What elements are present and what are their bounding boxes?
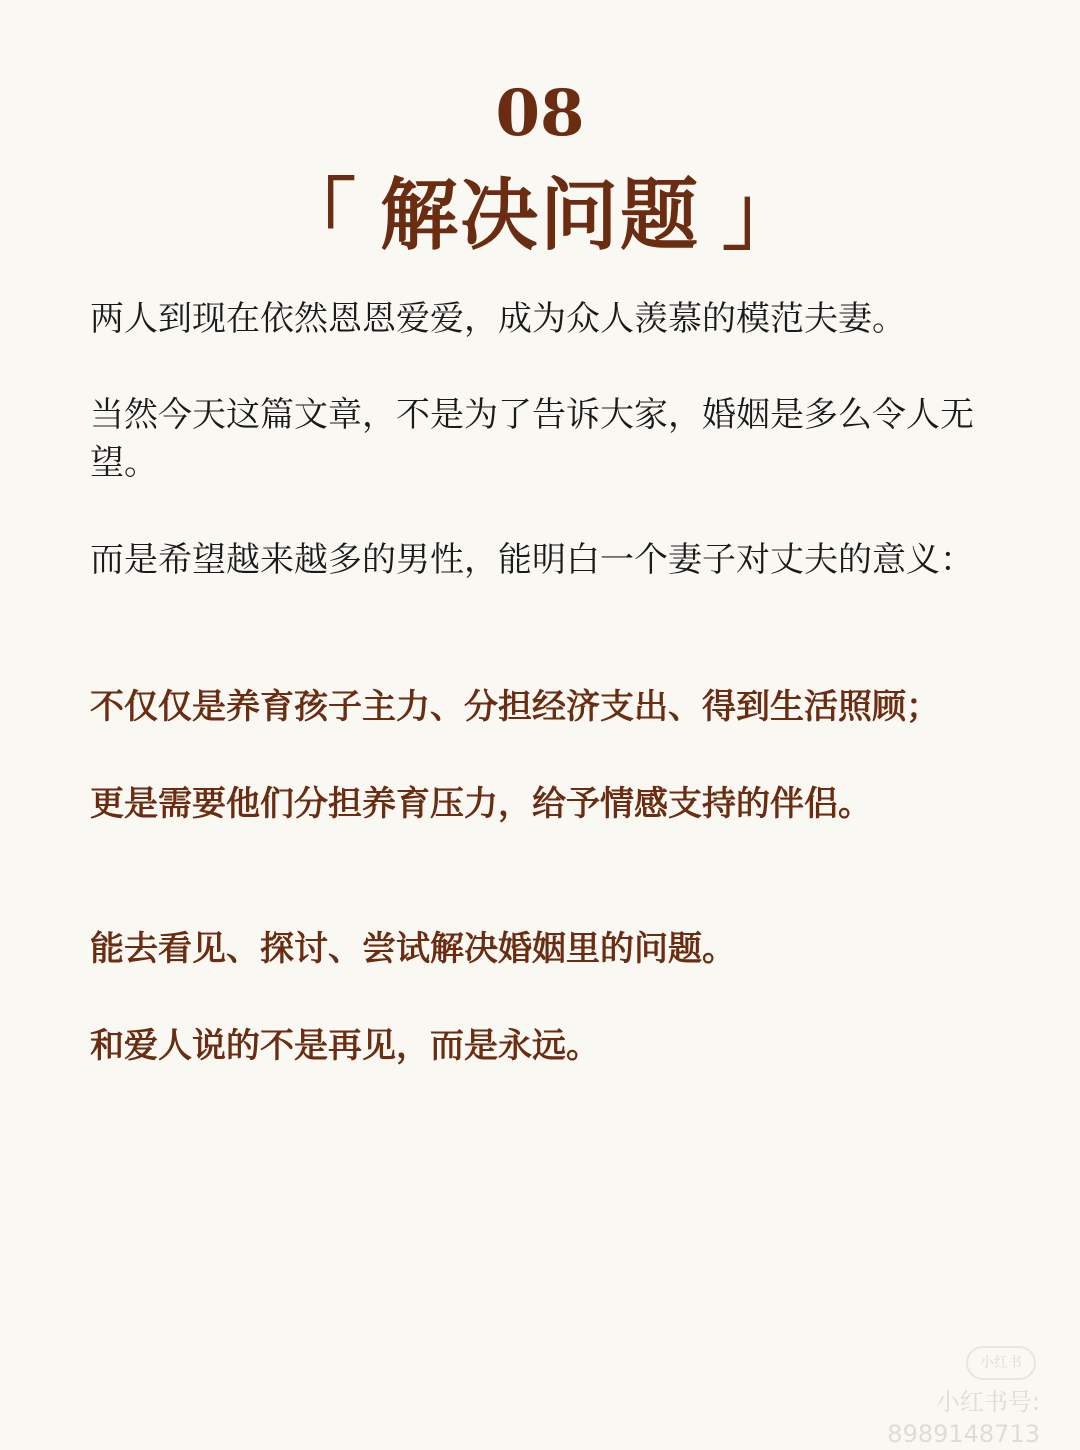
highlight-paragraph: 不仅仅是养育孩子主力、分担经济支出、得到生活照顾；: [90, 687, 940, 727]
section-title: [0, 168, 1080, 264]
title-bracket-open: 「: [277, 170, 358, 261]
body-paragraph: 而是希望越来越多的男性，能明白一个妻子对丈夫的意义：: [90, 540, 974, 580]
section-number: 08: [495, 76, 585, 151]
watermark-logo: 小红书: [966, 1346, 1036, 1380]
highlight-paragraph: 能去看见、探讨、尝试解决婚姻里的问题。: [90, 929, 736, 969]
highlight-paragraph: 和爱人说的不是再见，而是永远。: [90, 1026, 600, 1066]
title-bracket-close: 」: [722, 170, 803, 261]
body-paragraph: 当然今天这篇文章，不是为了告诉大家，婚姻是多么令人无望。: [90, 395, 974, 483]
highlight-paragraph: 更是需要他们分担养育压力，给予情感支持的伴侣。: [90, 784, 872, 824]
section-title-text: 解决问题: [379, 170, 700, 261]
body-paragraph: 两人到现在依然恩恩爱爱，成为众人羡慕的模范夫妻。: [90, 299, 906, 339]
watermark-id: 小红书号: 8989148713: [887, 1388, 1040, 1448]
